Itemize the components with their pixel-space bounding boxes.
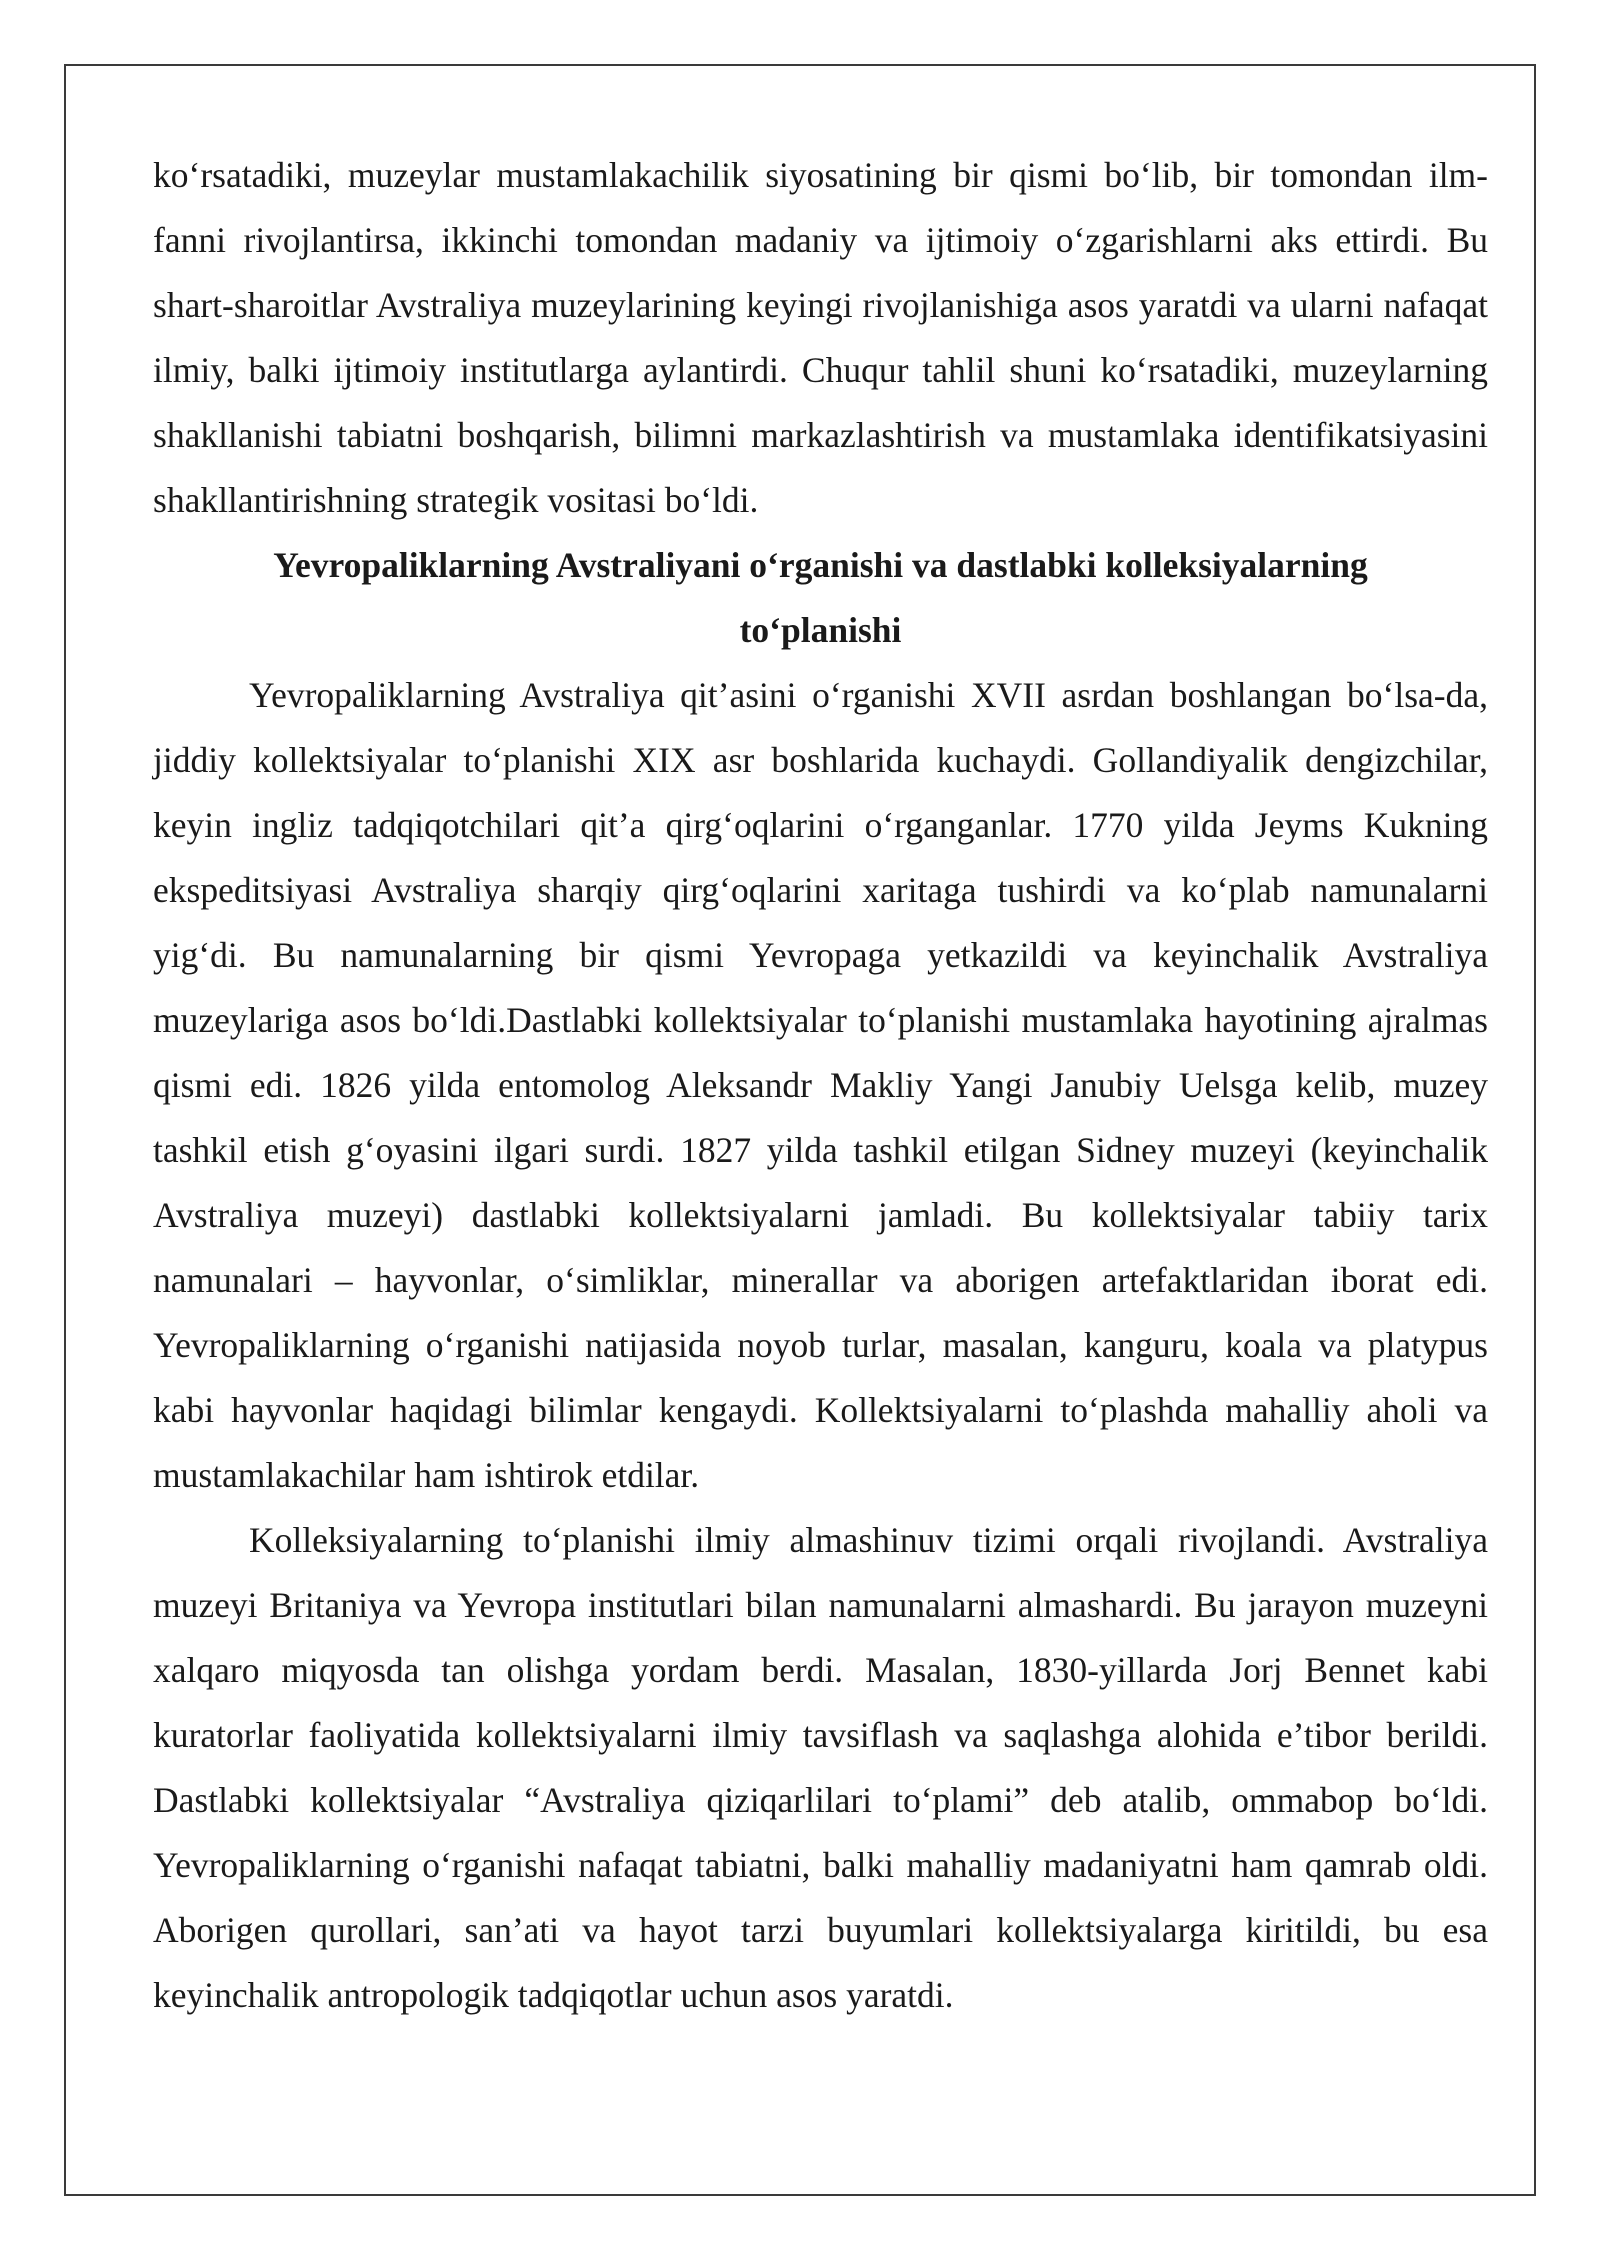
intro-paragraph: ko‘rsatadiki, muzeylar mustamlakachilik siyosatining bir qismi bo‘lib, bir tomondan ilm-fanni rivojlantirsa, ikkinchi tomondan madaniy va ijtimoiy o‘zgarishlarni aks ettirdi. Bu shart-sharoitlar Avstraliya muzeylarining keyingi rivojlanishiga asos yaratdi va ularni nafaqat ilmiy, balki ijtimoiy institutlarga aylantirdi. Chuqur tahlil shuni ko‘rsatadiki, muzeylarning shakllanishi tabiatni boshqarish, bilimni markazlashtirish va mustamlaka identifikatsiyasini shakllantirishning strategik vositasi bo‘ldi. bbox=[153, 155, 1488, 520]
section-heading: Yevropaliklarning Avstraliyani o‘rganishi va dastlabki kolleksiyalarning to‘planishi bbox=[273, 545, 1368, 650]
body-paragraph-2: Kolleksiyalarning to‘planishi ilmiy almashinuv tizimi orqali rivojlandi. Avstraliya muzeyi Britaniya va Yevropa institutlari bilan namunalarni almashardi. Bu jarayon muzeyni xalqaro miqyosda tan olishga yordam berdi. Masalan, 1830-yillarda Jorj Bennet kabi kuratorlar faoliyatida kollektsiyalarni ilmiy tavsiflash va saqlashga alohida e’tibor berildi. Dastlabki kollektsiyalar “Avstraliya qiziqarlilari to‘plami” deb atalib, ommabop bo‘ldi. Yevropaliklarning o‘rganishi nafaqat tabiatni, balki mahalliy madaniyatni ham qamrab oldi. Aborigen qurollari, san’ati va hayot tarzi buyumlari kollektsiyalarga kiritildi, bu esa keyinchalik antropologik tadqiqotlar uchun asos yaratdi. bbox=[153, 1520, 1488, 2015]
document-body bbox=[153, 143, 1488, 2028]
body-paragraph-1: Yevropaliklarning Avstraliya qit’asini o‘rganishi XVII asrdan boshlangan bo‘lsa-da, jiddiy kollektsiyalar to‘planishi XIX asr boshlarida kuchaydi. Gollandiyalik dengizchilar, keyin ingliz tadqiqotchilari qit’a qirg‘oqlarini o‘rganganlar. 1770 yilda Jeyms Kukning ekspeditsiyasi Avstraliya sharqiy qirg‘oqlarini xaritaga tushirdi va ko‘plab namunalarni yig‘di. Bu namunalarning bir qismi Yevropaga yetkazildi va keyinchalik Avstraliya muzeylariga asos bo‘ldi.Dastlabki kollektsiyalar to‘planishi mustamlaka hayotining ajralmas qismi edi. 1826 yilda entomolog Aleksandr Makliy Yangi Janubiy Uelsga kelib, muzey tashkil etish g‘oyasini ilgari surdi. 1827 yilda tashkil etilgan Sidney muzeyi (keyinchalik Avstraliya muzeyi) dastlabki kollektsiyalarni jamladi. Bu kollektsiyalar tabiiy tarix namunalari – hayvonlar, o‘simliklar, minerallar va aborigen artefaktlaridan iborat edi. Yevropaliklarning o‘rganishi natijasida noyob turlar, masalan, kanguru, koala va platypus kabi hayvonlar haqidagi bilimlar kengaydi. Kollektsiyalarni to‘plashda mahalliy aholi va mustamlakachilar ham ishtirok etdilar. bbox=[153, 675, 1488, 1495]
